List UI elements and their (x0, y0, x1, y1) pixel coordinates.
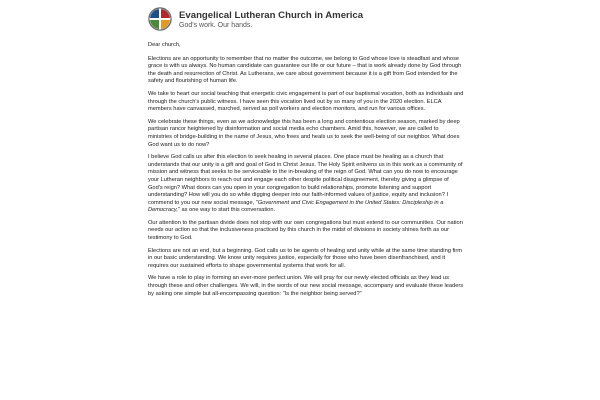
elca-logo-icon (148, 7, 172, 31)
letter-body (148, 42, 464, 303)
paragraph-4-text-a: I believe God calls us after this election to seek healing in several places. One place must be healing as a church that understands that our unity is a gift and goal of God in Christ Jesus. The Holy Spirit enlivens us in this work as a community of mission and witness that seeks to be serviceable to the in-breaking of the reign of God. What can you do now to encourage your Lutheran neighbors to reach out and engage each other despite political disagreement, thereby giving a glimpse of God's reign? What doors can you open in your congregation to build relationships, promote listening and support understanding? How will you do so while digging deeper into our faith-informed values of justice, equity and inclusion? I commend to you our new social message, (148, 154, 463, 206)
tagline: God's work. Our hands. (179, 22, 253, 29)
paragraph-3: We celebrate these things, even as we acknowledge this has been a long and contentious election season, marked by deep partisan rancor heightened by disinformation and social media echo chambers. Amid this, however, we are called to ministries of bridge-building in the name of Jesus, who frees and heals us to seek the well-being of our neighbor. What does God want us to do now? (148, 118, 460, 148)
letterhead (148, 7, 363, 31)
organization-name: Evangelical Lutheran Church in America (179, 10, 364, 21)
letterhead-text (179, 7, 363, 30)
paragraph-2: We take to heart our social teaching that energetic civic engagement is part of our baptismal vocation, both as individuals and through the church's public witness. I have seen this vocation lived out by so many of you in the 2020 election. ELCA members have canvassed, marched, served as poll workers and election monitors, and run for various offices. (148, 90, 464, 113)
paragraph-4 (148, 154, 464, 215)
salutation: Dear church, (148, 42, 181, 48)
paragraph-1: Elections are an opportunity to remember that no matter the outcome, we belong to God whose love is steadfast and whose grace is with us always. No human candidate can guarantee our life or our future – that is work already done by God through the death and resurrection of Christ. As Lutherans, we care about government because it is a gift from God intended for the safety and flourishing of human life. (148, 55, 462, 85)
paragraph-5: Our attention to the partisan divide does not stop with our own congregations but must extend to our communities. Our nation needs our action so that the inclusiveness practiced by this church in the midst of divisions in society shines forth as our testimony to God. (148, 219, 463, 242)
paragraph-4-text-b: as one way to start this conversation. (179, 207, 276, 214)
social-message-title: "Government and Civic Engagement in the United States: Discipleship in a Democracy," (148, 199, 444, 214)
paragraph-7: We have a role to play in forming an ever-more perfect union. We will pray for our newly elected officials as they lead us through these and other challenges. We will, in the words of our new social message, accompany and evaluate these leaders by asking one simple but all-encompassing question: "Is the neighbor being served?" (148, 275, 464, 297)
paragraph-6: Elections are not an end, but a beginning. God calls us to be agents of healing and unity while at the same time standing firm in our basic understanding. We know unity requires justice, especially for those who have been disenfranchised, and it requires our sustained efforts to shape governmental systems that work for all. (148, 247, 462, 269)
